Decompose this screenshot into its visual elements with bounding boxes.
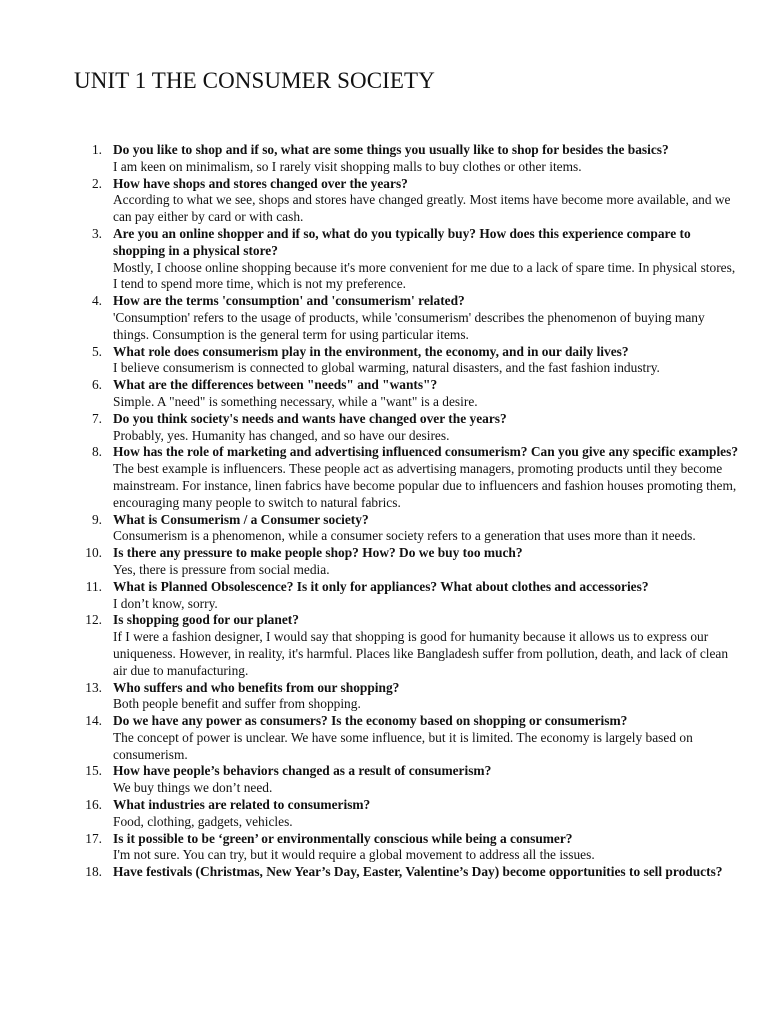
answer-text: The concept of power is unclear. We have some influence, but it is limited. The economy is largely based on consumerism.	[113, 729, 693, 762]
answer-text: According to what we see, shops and stores have changed greatly. Most items have become more available, and we can pay either by card or with cash.	[113, 192, 731, 225]
list-item	[0, 142, 740, 176]
question-text: How have shops and stores changed over the years?	[113, 175, 408, 191]
answer-text: Simple. A "need" is something necessary, while a "want" is a desire.	[113, 393, 478, 409]
question-text: Is it possible to be ‘green’ or environmentally conscious while being a consumer?	[113, 830, 573, 846]
answer-text: The best example is influencers. These people act as advertising managers, promoting products until they become mainstream. For instance, linen fabrics have become popular due to influencers and fashion houses promoting them, encouraging many people to switch to natural fabrics.	[113, 461, 737, 510]
answer-text: 'Consumption' refers to the usage of products, while 'consumerism' describes the phenomenon of buying many things. Consumption is the general term for using particular items.	[113, 309, 705, 342]
item-number: 11.	[85, 578, 102, 594]
question-text: What is Planned Obsolescence? Is it only for appliances? What about clothes and accessories?	[113, 578, 649, 594]
question-text: Is shopping good for our planet?	[113, 612, 299, 628]
item-number: 7.	[91, 410, 102, 426]
question-list	[0, 142, 740, 881]
answer-text: Consumerism is a phenomenon, while a consumer society refers to a generation that uses more than it needs.	[113, 528, 696, 544]
list-item	[0, 612, 740, 679]
item-number: 3.	[91, 225, 102, 241]
item-number: 15.	[85, 763, 102, 779]
list-item	[0, 713, 740, 763]
answer-text: We buy things we don’t need.	[113, 780, 273, 796]
item-number: 17.	[85, 830, 102, 846]
answer-text: I don’t know, sorry.	[113, 595, 218, 611]
list-item	[0, 377, 740, 411]
list-item	[0, 344, 740, 378]
question-text: How are the terms 'consumption' and 'consumerism' related?	[113, 293, 465, 309]
list-item	[0, 579, 740, 613]
list-item	[0, 293, 740, 343]
list-item	[0, 797, 740, 831]
answer-text: I believe consumerism is connected to global warming, natural disasters, and the fast fashion industry.	[113, 360, 660, 376]
list-item	[0, 864, 740, 881]
question-text: What role does consumerism play in the environment, the economy, and in our daily lives?	[113, 343, 629, 359]
question-text: Are you an online shopper and if so, what do you typically buy? How does this experience compare to shopping in a physical store?	[113, 225, 691, 258]
item-number: 9.	[91, 511, 102, 527]
item-number: 8.	[91, 444, 102, 460]
list-item	[0, 411, 740, 445]
item-number: 6.	[91, 377, 102, 393]
list-item	[0, 226, 740, 293]
question-text: Do you think society's needs and wants have changed over the years?	[113, 410, 507, 426]
question-text: How have people’s behaviors changed as a result of consumerism?	[113, 763, 492, 779]
question-text: What is Consumerism / a Consumer society?	[113, 511, 369, 527]
item-number: 1.	[91, 142, 102, 157]
question-text: Who suffers and who benefits from our shopping?	[113, 679, 400, 695]
answer-text: I'm not sure. You can try, but it would require a global movement to address all the issues.	[113, 847, 595, 863]
question-text: Have festivals (Christmas, New Year’s Day, Easter, Valentine’s Day) become opportunities to sell products?	[113, 864, 723, 880]
list-item	[0, 512, 740, 546]
item-number: 5.	[91, 343, 102, 359]
answer-text: Both people benefit and suffer from shopping.	[113, 696, 361, 712]
item-number: 13.	[85, 679, 102, 695]
question-text: Is there any pressure to make people shop? How? Do we buy too much?	[113, 545, 523, 561]
answer-text: If I were a fashion designer, I would say that shopping is good for humanity because it allows us to express our uniqueness. However, in reality, it's harmful. Places like Bangladesh suffer from pollution, death, and lack of clean air due to manufacturing.	[113, 629, 729, 678]
answer-text: I am keen on minimalism, so I rarely visit shopping malls to buy clothes or other items.	[113, 158, 582, 174]
item-number: 2.	[91, 175, 102, 191]
list-item	[0, 176, 740, 226]
question-text: How has the role of marketing and advertising influenced consumerism? Can you give any specific examples?	[113, 444, 739, 460]
list-item	[0, 680, 740, 714]
list-item	[0, 763, 740, 797]
page-title: UNIT 1 THE CONSUMER SOCIETY	[74, 68, 435, 93]
answer-text: Probably, yes. Humanity has changed, and so have our desires.	[113, 427, 450, 443]
item-number: 14.	[85, 713, 102, 729]
answer-text: Yes, there is pressure from social media.	[113, 561, 330, 577]
question-text: What are the differences between "needs" and "wants"?	[113, 377, 438, 393]
question-text: Do we have any power as consumers? Is the economy based on shopping or consumerism?	[113, 713, 628, 729]
answer-text: Food, clothing, gadgets, vehicles.	[113, 813, 293, 829]
list-item	[0, 444, 740, 511]
question-text: What industries are related to consumerism?	[113, 797, 371, 813]
item-number: 12.	[85, 612, 102, 628]
item-number: 18.	[85, 864, 102, 880]
list-item	[0, 545, 740, 579]
question-text: Do you like to shop and if so, what are some things you usually like to shop for besides the basics?	[113, 142, 669, 157]
item-number: 10.	[85, 545, 102, 561]
answer-text: Mostly, I choose online shopping because it's more convenient for me due to a lack of spare time. In physical stores, I tend to spend more time, which is not my preference.	[113, 259, 736, 292]
item-number: 4.	[91, 293, 102, 309]
list-item	[0, 831, 740, 865]
item-number: 16.	[85, 797, 102, 813]
